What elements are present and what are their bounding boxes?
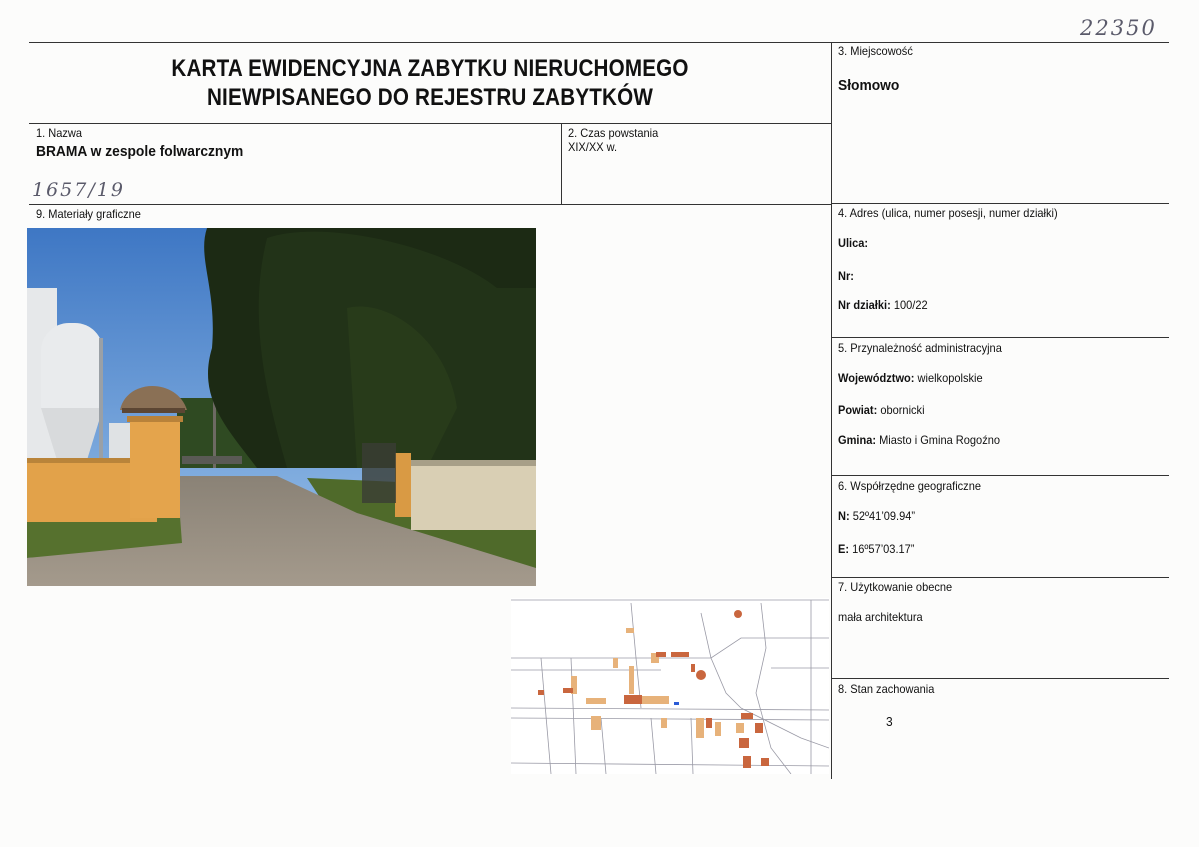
name-time-divider bbox=[561, 123, 562, 204]
number-row bbox=[838, 269, 854, 283]
latitude-key: N: bbox=[838, 509, 850, 523]
plot-key: Nr działki: bbox=[838, 298, 891, 312]
commune-row bbox=[838, 433, 1000, 447]
usage-value: mała architektura bbox=[838, 610, 923, 624]
time-label: 2. Czas powstania bbox=[568, 126, 659, 140]
latitude-value: 52º41’09.94” bbox=[852, 509, 916, 523]
title-line-1: KARTA EWIDENCYJNA ZABYTKU NIERUCHOMEGO bbox=[171, 55, 689, 82]
admin-label: 5. Przynależność administracyjna bbox=[838, 341, 1002, 355]
condition-label: 8. Stan zachowania bbox=[838, 682, 935, 696]
condition-value: 3 bbox=[886, 714, 893, 729]
voivodeship-row bbox=[838, 371, 983, 385]
longitude-value: 16º57’03.17” bbox=[852, 542, 915, 556]
name-value: BRAMA w zespole folwarcznym bbox=[36, 143, 244, 160]
commune-value: Miasto i Gmina Rogoźno bbox=[879, 433, 1000, 447]
document-title bbox=[86, 54, 774, 112]
title-line-2: NIEWPISANEGO DO REJESTRU ZABYTKÓW bbox=[206, 84, 654, 111]
archive-number: 22350 bbox=[1080, 16, 1157, 40]
gate-photograph bbox=[27, 228, 536, 586]
county-key: Powiat: bbox=[838, 403, 878, 417]
county-row bbox=[838, 403, 925, 417]
time-value: XIX/XX w. bbox=[568, 140, 618, 154]
section-divider-left bbox=[29, 204, 831, 205]
frame-right-column-divider bbox=[831, 42, 832, 779]
street-row bbox=[838, 236, 868, 250]
plot-row bbox=[838, 298, 928, 312]
section-divider-right-5 bbox=[831, 337, 1169, 338]
locality-value: Słomowo bbox=[838, 77, 900, 94]
title-bottom-line bbox=[29, 123, 831, 124]
section-divider-right-8 bbox=[831, 678, 1169, 679]
number-key: Nr: bbox=[838, 269, 854, 283]
section-divider-right-7 bbox=[831, 577, 1169, 578]
county-value: obornicki bbox=[880, 403, 925, 417]
voivodeship-value: wielkopolskie bbox=[917, 371, 983, 385]
usage-label: 7. Użytkowanie obecne bbox=[838, 580, 953, 594]
locality-label: 3. Miejscowość bbox=[838, 44, 913, 58]
commune-key: Gmina: bbox=[838, 433, 877, 447]
name-label: 1. Nazwa bbox=[36, 126, 83, 140]
plot-value: 100/22 bbox=[893, 298, 928, 312]
frame-top-line bbox=[29, 42, 1169, 43]
longitude-row bbox=[838, 542, 914, 556]
street-key: Ulica: bbox=[838, 236, 869, 250]
longitude-key: E: bbox=[838, 542, 850, 556]
latitude-row bbox=[838, 509, 915, 523]
cadastral-map bbox=[511, 598, 829, 774]
address-label: 4. Adres (ulica, numer posesji, numer działki) bbox=[838, 206, 1058, 220]
section-divider-right-4 bbox=[831, 203, 1169, 204]
handwritten-reference: 1657/19 bbox=[32, 179, 125, 201]
graphics-label: 9. Materiały graficzne bbox=[36, 207, 141, 221]
section-divider-right-6 bbox=[831, 475, 1169, 476]
coords-label: 6. Współrzędne geograficzne bbox=[838, 479, 981, 493]
voivodeship-key: Województwo: bbox=[838, 371, 915, 385]
